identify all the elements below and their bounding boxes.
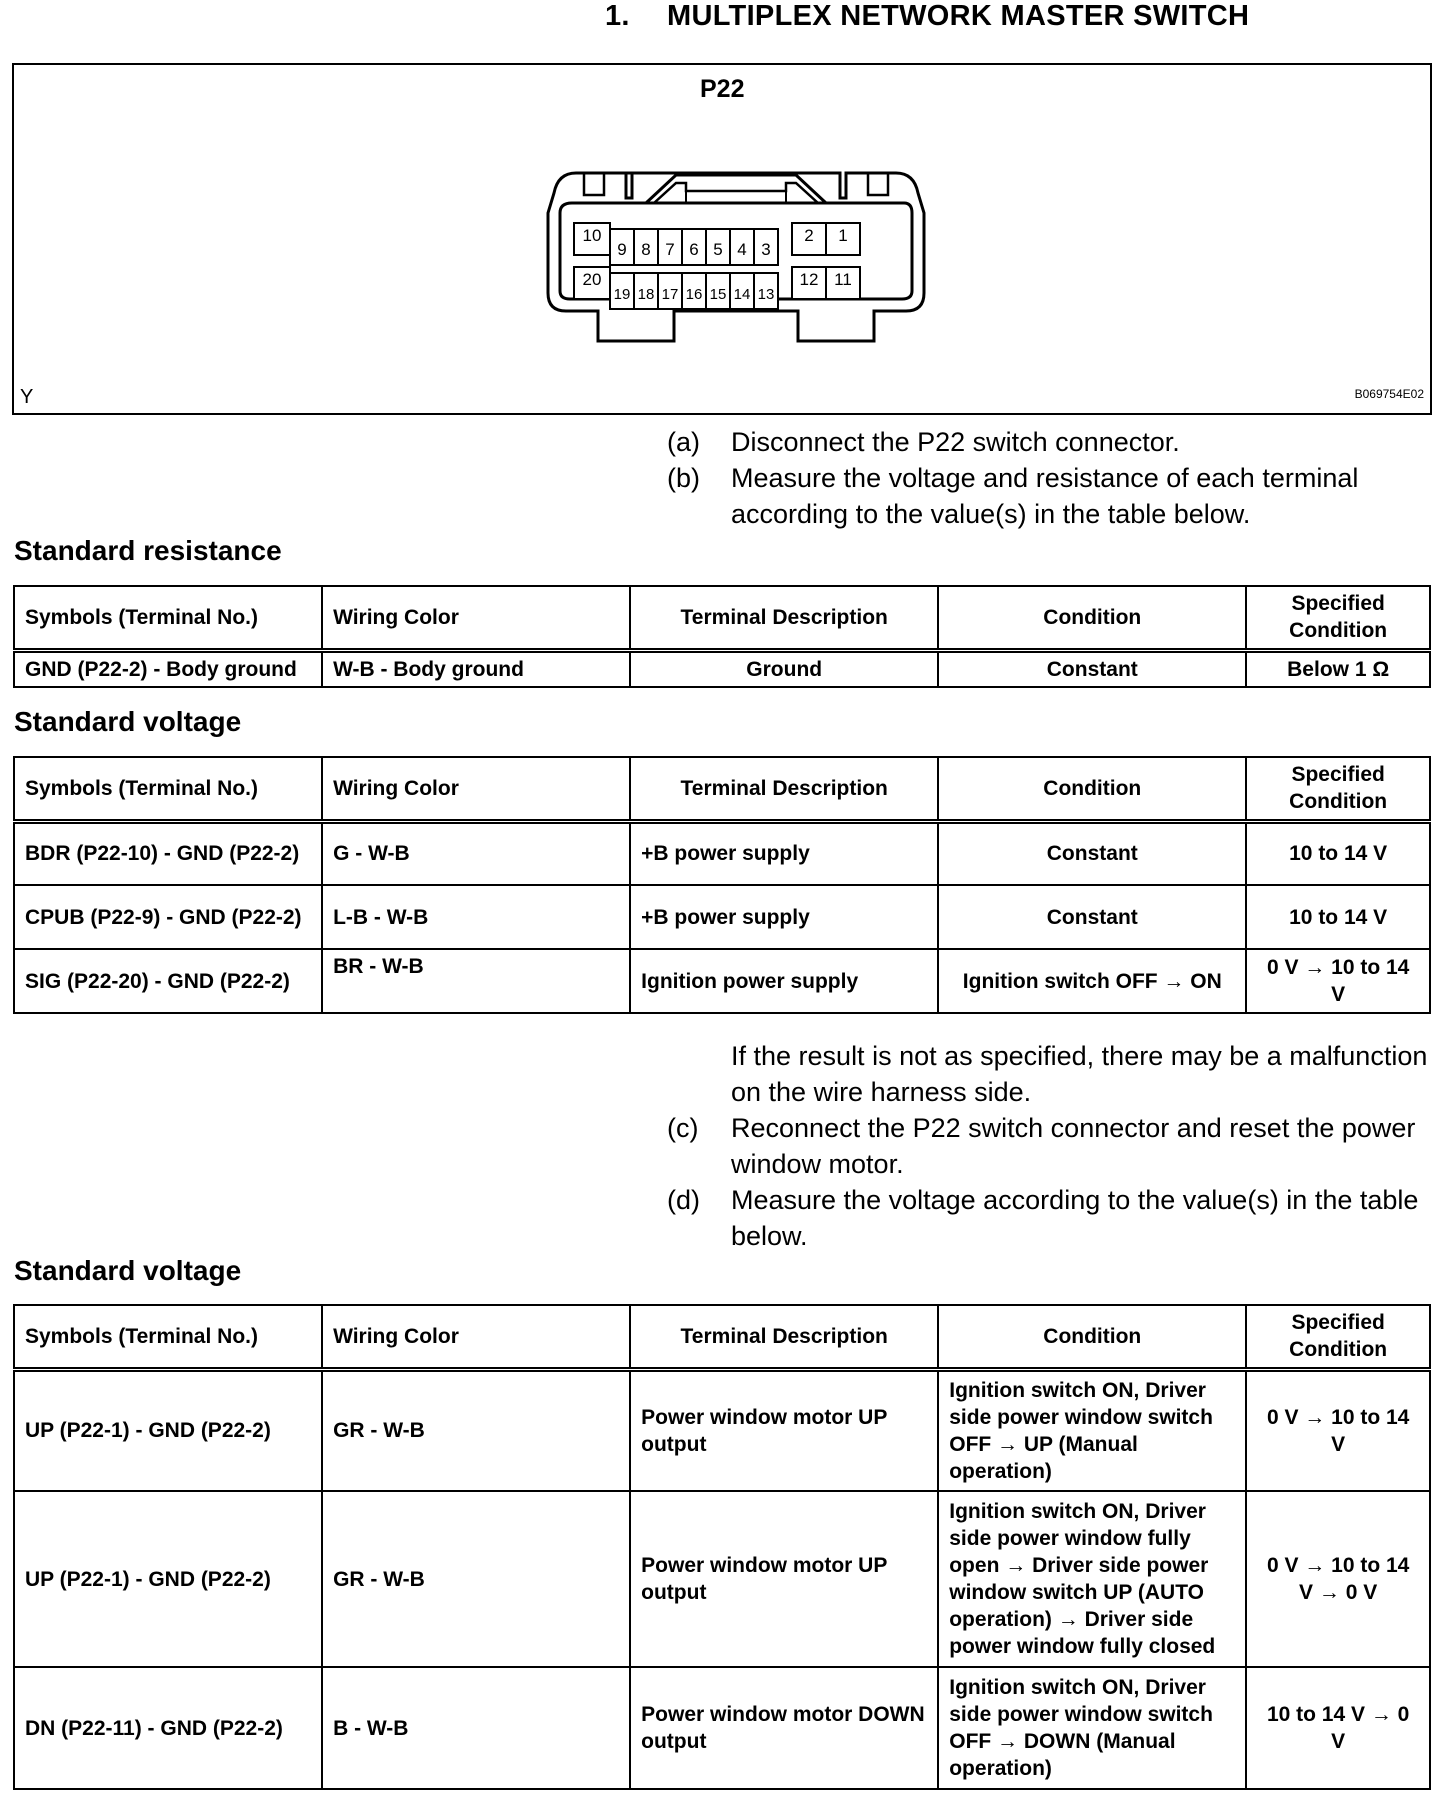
cell-description: Ground — [630, 650, 938, 687]
cell-symbols: UP (P22-1) - GND (P22-2) — [14, 1369, 322, 1491]
cell-symbols: SIG (P22-20) - GND (P22-2) — [14, 949, 322, 1013]
pin-number: 1 — [838, 226, 848, 245]
pin-number: 20 — [582, 270, 602, 289]
cell-description: Power window motor UP output — [630, 1369, 938, 1491]
header-condition: Condition — [938, 1305, 1246, 1369]
cell-wiring: G - W-B — [322, 821, 630, 885]
cell-specified: 10 to 14 V — [1246, 885, 1430, 949]
pin-number: 19 — [613, 286, 631, 303]
header-specified: Specified Condition — [1246, 1305, 1430, 1369]
table-row — [14, 949, 1430, 1013]
cell-specified: 0 V → 10 to 14 V — [1246, 949, 1430, 1013]
pin-number: 4 — [737, 240, 747, 259]
pin-grid — [566, 219, 862, 309]
cell-condition: Constant — [938, 650, 1246, 687]
cell-specified: 0 V → 10 to 14 V → 0 V — [1246, 1491, 1430, 1667]
cell-description: Power window motor DOWN output — [630, 1667, 938, 1789]
pin-number: 8 — [641, 240, 651, 259]
voltage-table-2 — [13, 1304, 1431, 1790]
pin-number: 14 — [733, 286, 751, 303]
header-symbols: Symbols (Terminal No.) — [14, 586, 322, 650]
section-standard-voltage-1: Standard voltage — [14, 706, 242, 737]
cell-symbols: UP (P22-1) - GND (P22-2) — [14, 1491, 322, 1667]
table-row — [14, 1491, 1430, 1667]
title-number: 1. — [605, 0, 630, 32]
header-condition: Condition — [938, 586, 1246, 650]
cell-condition: Ignition switch ON, Driver side power window switch OFF → UP (Manual operation) — [938, 1369, 1246, 1491]
step-label: (d) — [667, 1185, 700, 1215]
table-row — [14, 650, 1430, 687]
step-text: Disconnect the P22 switch connector. — [731, 427, 1180, 457]
header-description: Terminal Description — [630, 1305, 938, 1369]
cell-symbols: BDR (P22-10) - GND (P22-2) — [14, 821, 322, 885]
instructions-1 — [667, 424, 1431, 532]
cell-wiring: BR - W-B — [322, 949, 630, 1013]
pin-number: 17 — [661, 286, 679, 303]
figure-code: B069754E02 — [1354, 387, 1424, 401]
voltage-table-1 — [13, 756, 1431, 1014]
cell-wiring: W-B - Body ground — [322, 650, 630, 687]
header-description: Terminal Description — [630, 757, 938, 821]
cell-specified: Below 1 Ω — [1246, 650, 1430, 687]
cell-condition: Ignition switch OFF → ON — [938, 949, 1246, 1013]
table-header-row — [14, 757, 1430, 821]
step-text: Reconnect the P22 switch connector and reset the power window motor. — [731, 1113, 1416, 1179]
page-title — [605, 0, 1249, 33]
figure-corner-mark: Y — [20, 386, 34, 408]
title-text: MULTIPLEX NETWORK MASTER SWITCH — [667, 0, 1250, 32]
table-row — [14, 1369, 1430, 1491]
cell-description: +B power supply — [630, 885, 938, 949]
cell-symbols: CPUB (P22-9) - GND (P22-2) — [14, 885, 322, 949]
connector-diagram — [536, 153, 936, 373]
cell-specified: 10 to 14 V → 0 V — [1246, 1667, 1430, 1789]
header-wiring: Wiring Color — [322, 1305, 630, 1369]
step-label: (c) — [667, 1113, 699, 1143]
cell-description: +B power supply — [630, 821, 938, 885]
pin-number: 15 — [709, 286, 727, 303]
header-specified: Specified Condition — [1246, 586, 1430, 650]
cell-wiring: B - W-B — [322, 1667, 630, 1789]
connector-latch — [646, 175, 826, 203]
header-specified: Specified Condition — [1246, 757, 1430, 821]
pin-number: 7 — [665, 240, 675, 259]
pin-number: 12 — [799, 270, 819, 289]
cell-symbols: DN (P22-11) - GND (P22-2) — [14, 1667, 322, 1789]
section-standard-voltage-2: Standard voltage — [14, 1255, 242, 1286]
table-row — [14, 821, 1430, 885]
table-row — [14, 885, 1430, 949]
step-label: (b) — [667, 463, 700, 493]
header-description: Terminal Description — [630, 586, 938, 650]
step-text: Measure the voltage and resistance of each terminal according to the value(s) in the table below. — [731, 463, 1359, 529]
cell-specified: 0 V → 10 to 14 V — [1246, 1369, 1430, 1491]
cell-wiring: L-B - W-B — [322, 885, 630, 949]
step-d — [667, 1182, 1431, 1254]
cell-symbols: GND (P22-2) - Body ground — [14, 650, 322, 687]
pin-number: 9 — [617, 240, 627, 259]
cell-wiring: GR - W-B — [322, 1491, 630, 1667]
connector-label: P22 — [700, 75, 745, 103]
pin-number: 3 — [761, 240, 771, 259]
pin-number: 2 — [804, 226, 814, 245]
connector-figure — [12, 63, 1432, 415]
step-b — [667, 460, 1431, 532]
cell-condition: Ignition switch ON, Driver side power window switch OFF → DOWN (Manual operation) — [938, 1667, 1246, 1789]
resistance-table — [13, 585, 1431, 688]
cell-condition: Constant — [938, 885, 1246, 949]
step-a — [667, 424, 1431, 460]
header-symbols: Symbols (Terminal No.) — [14, 757, 322, 821]
pin-number: 10 — [582, 226, 602, 245]
step-text: Measure the voltage according to the value(s) in the table below. — [731, 1185, 1419, 1251]
cell-condition: Constant — [938, 821, 1246, 885]
pin-number: 16 — [685, 286, 703, 303]
table-header-row — [14, 586, 1430, 650]
pin-number: 18 — [637, 286, 655, 303]
header-condition: Condition — [938, 757, 1246, 821]
header-symbols: Symbols (Terminal No.) — [14, 1305, 322, 1369]
pin-number: 6 — [689, 240, 699, 259]
instructions-2 — [667, 1038, 1431, 1254]
result-note: If the result is not as specified, there may be a malfunction on the wire harness side. — [731, 1041, 1428, 1107]
cell-specified: 10 to 14 V — [1246, 821, 1430, 885]
section-standard-resistance: Standard resistance — [14, 535, 282, 566]
header-wiring: Wiring Color — [322, 757, 630, 821]
cell-description: Power window motor UP output — [630, 1491, 938, 1667]
cell-description: Ignition power supply — [630, 949, 938, 1013]
pin-number: 13 — [757, 286, 775, 303]
cell-condition: Ignition switch ON, Driver side power window fully open → Driver side power window switch UP (AUTO operation) → Driver side power window fully closed — [938, 1491, 1246, 1667]
step-c — [667, 1110, 1431, 1182]
cell-wiring: GR - W-B — [322, 1369, 630, 1491]
header-wiring: Wiring Color — [322, 586, 630, 650]
step-label: (a) — [667, 427, 700, 457]
table-header-row — [14, 1305, 1430, 1369]
pin-number: 5 — [713, 240, 723, 259]
pin-number: 11 — [834, 270, 852, 289]
table-row — [14, 1667, 1430, 1789]
